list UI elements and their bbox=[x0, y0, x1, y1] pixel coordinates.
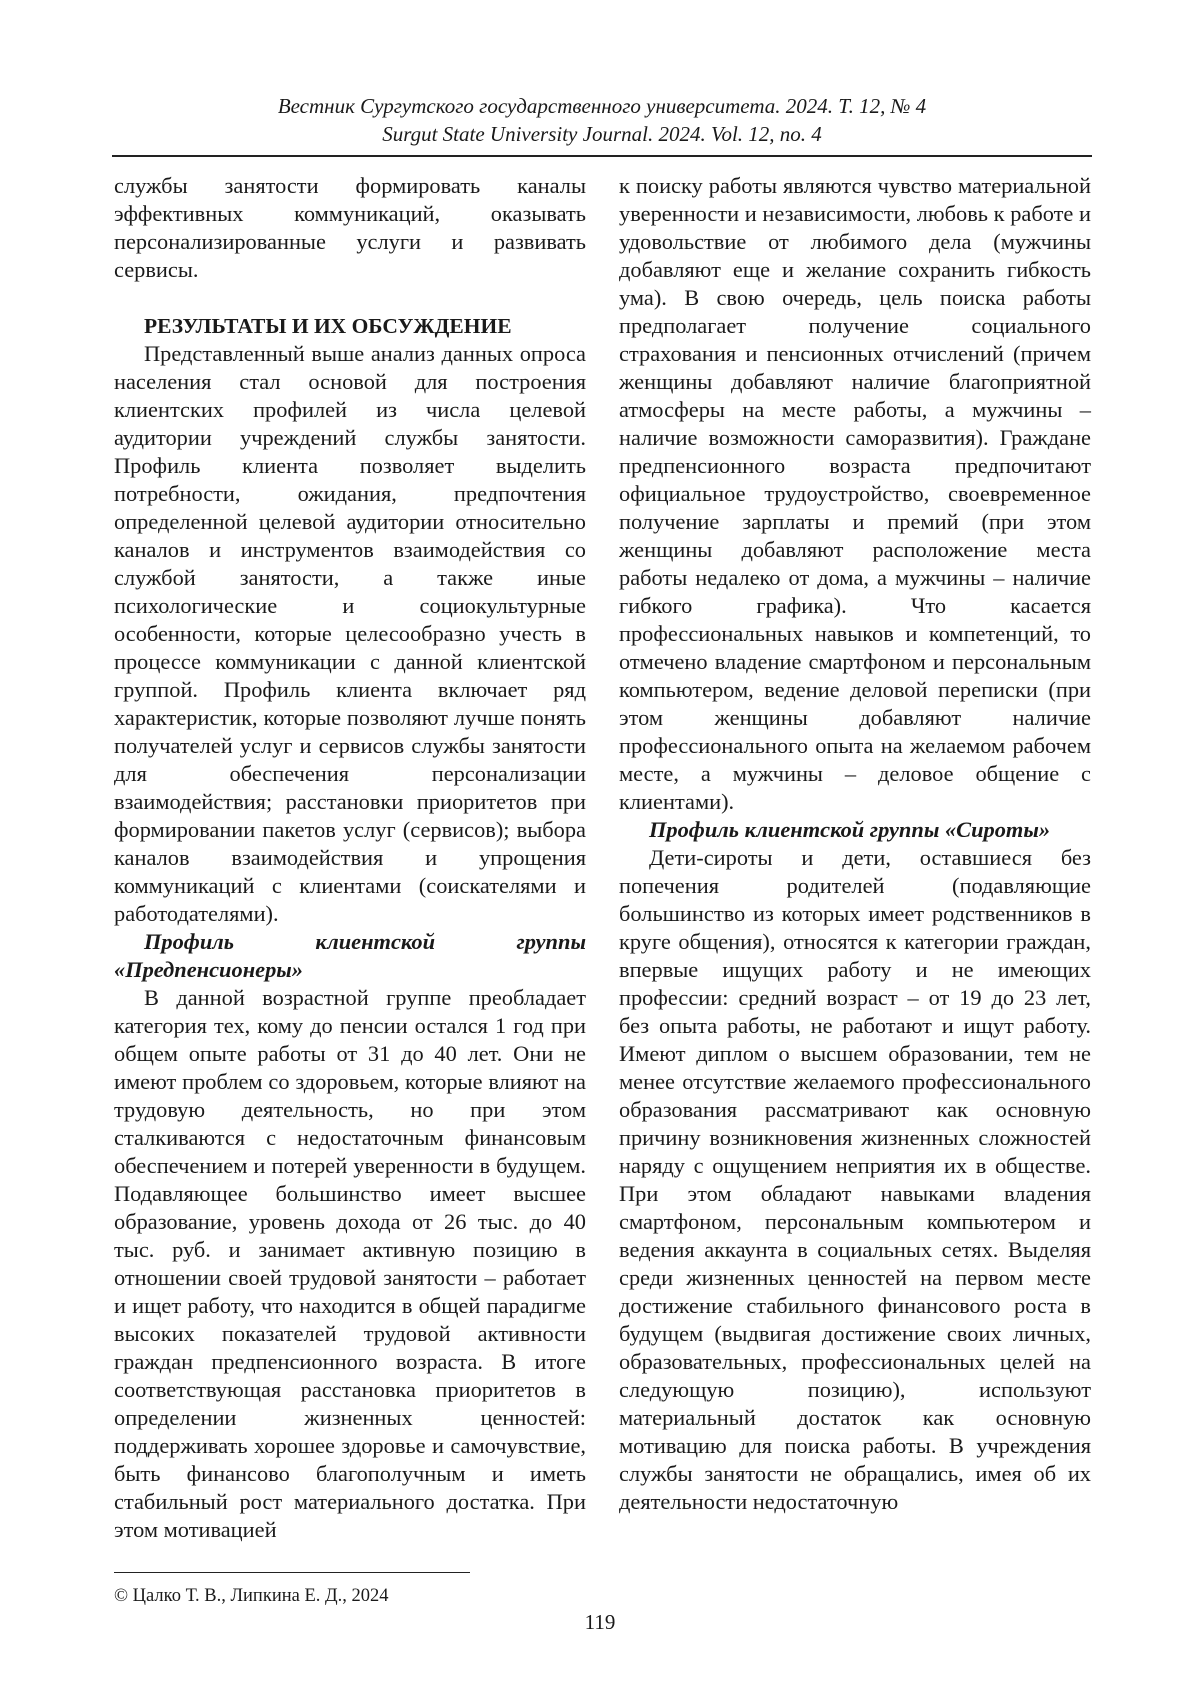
footnote-divider bbox=[114, 1572, 470, 1573]
header-divider bbox=[112, 155, 1092, 157]
section-heading-results: РЕЗУЛЬТАТЫ И ИХ ОБСУЖДЕНИЕ bbox=[144, 314, 512, 338]
right-column bbox=[619, 172, 1091, 1516]
intro-paragraph: службы занятости формировать каналы эффективных коммуникаций, оказывать персонализированные услуги и развивать сервисы. bbox=[114, 173, 586, 282]
orphans-paragraph: Дети-сироты и дети, оставшиеся без попечения родителей (подавляющие большинство из которых имеет родственников в круге общения), относятся к категории граждан, впервые ищущих работу и не имеющих профессии: средний возраст – от 19 до 23 лет, без опыта работы, не работают и ищут работу. Имеют диплом о высшем образовании, тем не менее отсутствие желаемого профессионального образования рассматривают как основную причину возникновения жизненных сложностей наряду с ощущением неприятия их в обществе. При этом обладают навыками владения смартфоном, персональным компьютером и ведения аккаунта в социальных сетях. Выделяя среди жизненных ценностей на первом месте достижение стабильного финансового роста в будущем (выдвигая достижение своих личных, образовательных, профессиональных целей на следующую позицию), используют материальный достаток как основную мотивацию для поиска работы. В учреждения службы занятости не обращались, имея об их деятельности недостаточную bbox=[619, 845, 1091, 1514]
results-paragraph: Представленный выше анализ данных опроса населения стал основой для построения клиентских профилей из числа целевой аудитории учреждений службы занятости. Профиль клиента позволяет выделить потребности, ожидания, предпочтения определенной целевой аудитории относительно каналов и инструментов взаимодействия со службой занятости, а также иные психологические и социокультурные особенности, которые целесообразно учесть в процессе коммуникации с данной клиентской группой. Профиль клиента включает ряд характеристик, которые позволяют лучше понять получателей услуг и сервисов службы занятости для обеспечения персонализации взаимодействия; расстановки приоритетов при формировании пакетов услуг (сервисов); выбора каналов взаимодействия и упрощения коммуникаций с клиентами (соискателями и работодателями). bbox=[114, 341, 586, 926]
journal-header bbox=[112, 92, 1092, 148]
left-column bbox=[114, 172, 586, 1544]
journal-title-ru: Вестник Сургутского государственного университета. 2024. Т. 12, № 4 bbox=[277, 94, 927, 118]
page-number: 119 bbox=[584, 1610, 616, 1634]
subheading-prepension: Профиль клиентской группы «Предпенсионеры» bbox=[114, 929, 586, 982]
subheading-orphans: Профиль клиентской группы «Сироты» bbox=[649, 817, 1051, 842]
prepension-paragraph: В данной возрастной группе преобладает категория тех, кому до пенсии остался 1 год при общем опыте работы от 31 до 40 лет. Они не имеют проблем со здоровьем, которые влияют на трудовую деятельность, но при этом сталкиваются с недостаточным финансовым обеспечением и потерей уверенности в будущем. Подавляющее большинство имеет высшее образование, уровень дохода от 26 тыс. до 40 тыс. руб. и занимает активную позицию в отношении своей трудовой занятости – работает и ищет работу, что находится в общей парадигме высоких показателей трудовой активности граждан предпенсионного возраста. В итоге соответствующая расстановка приоритетов в определении жизненных ценностей: поддерживать хорошее здоровье и самочувствие, быть финансово благополучным и иметь стабильный рост материального достатка. При этом мотивацией bbox=[114, 985, 586, 1542]
journal-title-en: Surgut State University Journal. 2024. Vol. 12, no. 4 bbox=[382, 122, 822, 146]
continuation-paragraph: к поиску работы являются чувство материальной уверенности и независимости, любовь к работе и удовольствие от любимого дела (мужчины добавляют еще и желание сохранить гибкость ума). В свою очередь, цель поиска работы предполагает получение социального страхования и пенсионных отчислений (причем женщины добавляют наличие благоприятной атмосферы на месте работы, а мужчины – наличие возможности саморазвития). Граждане предпенсионного возраста предпочитают официальное трудоустройство, своевременное получение зарплаты и премий (при этом женщины добавляют расположение места работы недалеко от дома, а мужчины – наличие гибкого графика). Что касается профессиональных навыков и компетенций, то отмечено владение смартфоном и персональным компьютером, ведение деловой переписки (при этом женщины добавляют наличие профессионального опыта на желаемом рабочем месте, а мужчины – деловое общение с клиентами). bbox=[619, 173, 1091, 814]
copyright-footnote: © Цалко Т. В., Липкина Е. Д., 2024 bbox=[114, 1586, 389, 1606]
